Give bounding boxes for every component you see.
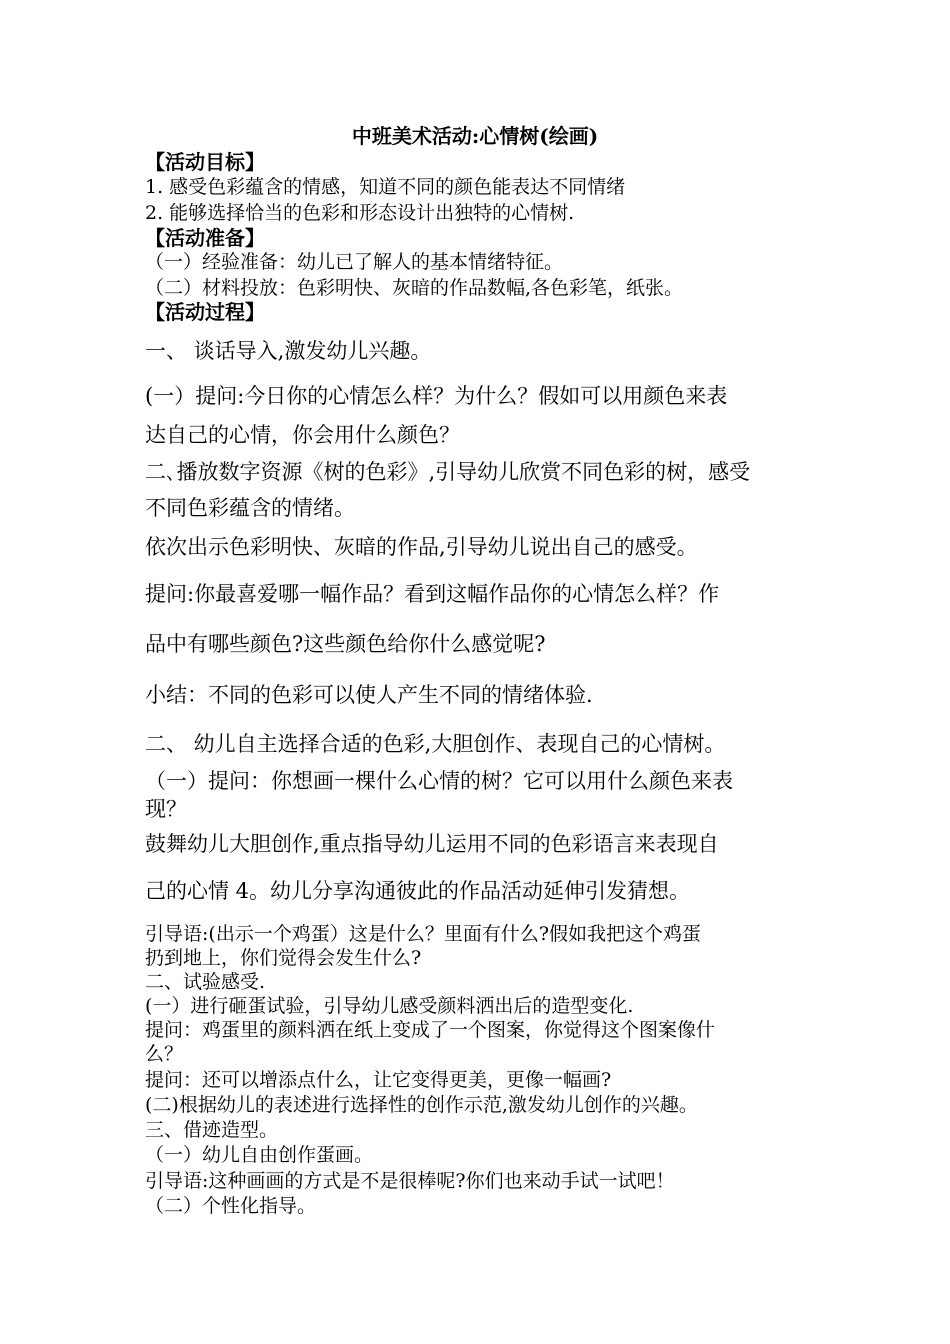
goals-heading: 【活动目标】 — [145, 150, 265, 174]
process-line-9: 小结：不同的色彩可以使人产生不同的情绪体验. — [145, 683, 593, 707]
process-line-22: (二)根据幼儿的表述进行选择性的创作示范,激发幼儿创作的兴趣。 — [145, 1094, 698, 1116]
process-line-18: (一）进行砸蛋试验，引导幼儿感受颜料洒出后的造型变化. — [145, 995, 634, 1017]
process-heading: 【活动过程】 — [145, 300, 265, 324]
preparation-heading: 【活动准备】 — [145, 226, 265, 250]
process-line-11: （一）提问：你想画一棵什么心情的树？它可以用什么颜色来表 — [145, 769, 733, 793]
process-line-7: 提问:你最喜爱哪一幅作品？看到这幅作品你的心情怎么样？作 — [145, 582, 720, 606]
process-line-15: 引导语:(出示一个鸡蛋）这是什么？里面有什么?假如我把这个鸡蛋 — [145, 923, 702, 945]
process-line-20: 么？ — [145, 1043, 184, 1065]
process-line-24: （一）幼儿自由创作蛋画。 — [145, 1144, 374, 1166]
process-line-3: 达自己的心情，你会用什么颜色？ — [145, 423, 460, 447]
process-line-6: 依次出示色彩明快、灰暗的作品,引导幼儿说出自己的感受。 — [145, 535, 698, 559]
process-line-21: 提问：还可以增添点什么，让它变得更美，更像一幅画? — [145, 1069, 612, 1091]
process-line-17: 二、试验感受. — [145, 971, 266, 993]
process-line-26: （二）个性化指导。 — [145, 1195, 317, 1217]
process-line-19: 提问：鸡蛋里的颜料洒在纸上变成了一个图案，你觉得这个图案像什 — [145, 1019, 716, 1041]
goal-item-1: 1. 感受色彩蕴含的情感，知道不同的颜色能表达不同情绪 — [145, 176, 626, 198]
goal-item-2: 2. 能够选择恰当的色彩和形态设计出独特的心情树. — [145, 202, 575, 224]
process-line-12: 现？ — [145, 797, 187, 821]
process-line-1: 一、 谈话导入,激发幼儿兴趣。 — [145, 339, 432, 363]
process-line-13: 鼓舞幼儿大胆创作,重点指导幼儿运用不同的色彩语言来表现自 — [145, 832, 719, 856]
process-line-2: (一）提问:今日你的心情怎么样？为什么？假如可以用颜色来表 — [145, 384, 728, 408]
document-title: 中班美术活动:心情树(绘画) — [351, 124, 599, 148]
preparation-item-2: （二）材料投放：色彩明快、灰暗的作品数幅,各色彩笔，纸张。 — [145, 277, 684, 299]
process-line-14: 己的心情 4。幼儿分享沟通彼此的作品活动延伸引发猜想。 — [145, 879, 691, 903]
process-line-4: 二､播放数字资源《树的色彩》,引导幼儿欣赏不同色彩的树，感受 — [145, 460, 751, 484]
process-line-25: 引导语:这种画画的方式是不是很棒呢?你们也来动手试一试吧！ — [145, 1170, 675, 1192]
process-line-10: 二、 幼儿自主选择合适的色彩,大胆创作、表现自己的心情树。 — [145, 732, 726, 756]
preparation-item-1: （一）经验准备：幼儿已了解人的基本情绪特征。 — [145, 251, 564, 273]
process-line-5: 不同色彩蕴含的情绪。 — [145, 496, 355, 520]
process-line-8: 品中有哪些颜色?这些颜色给你什么感觉呢? — [145, 632, 546, 656]
process-line-23: 三、借迹造型。 — [145, 1119, 279, 1141]
process-line-16: 扔到地上，你们觉得会发生什么? — [145, 947, 422, 969]
